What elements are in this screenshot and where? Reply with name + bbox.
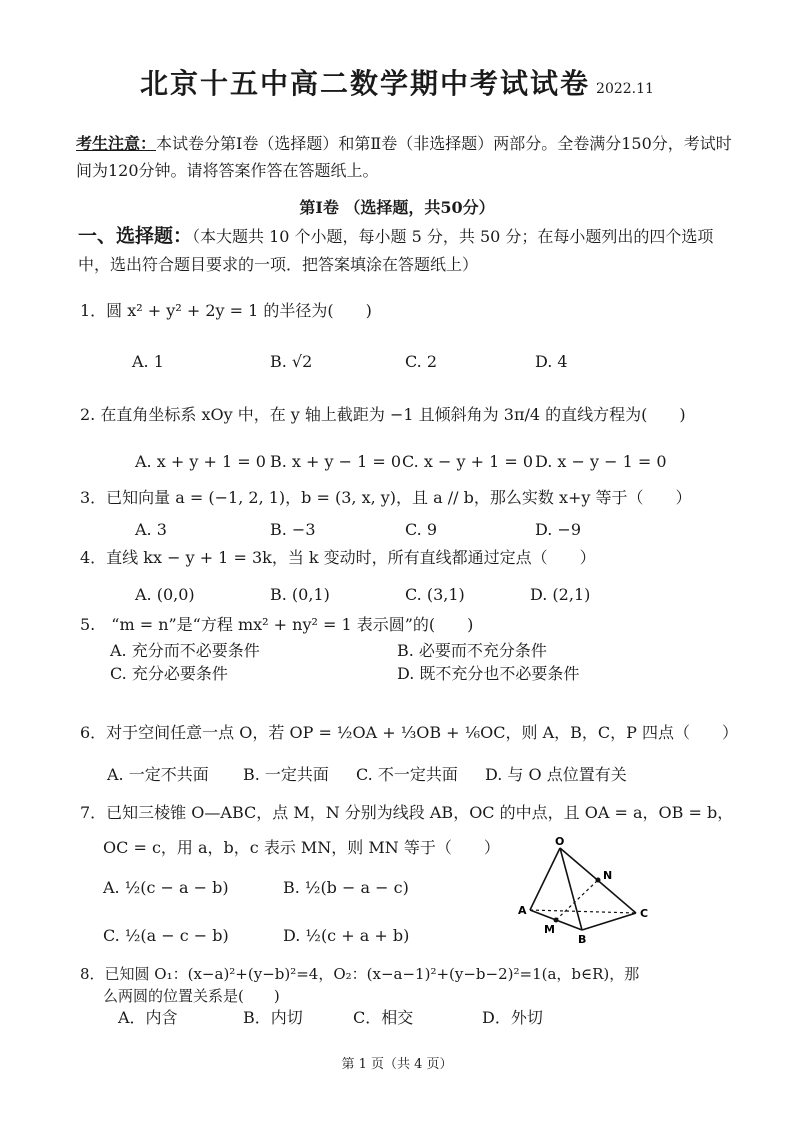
label-m: M: [544, 923, 555, 936]
point-n: [596, 878, 601, 883]
exam-date: 2022.11: [596, 81, 654, 97]
label-a: A: [518, 904, 527, 917]
point-m: [554, 918, 559, 923]
notice-block: [76, 130, 736, 184]
edge-oa: [530, 848, 560, 910]
question-7-option-b: B. ½(b − a − c): [283, 878, 409, 897]
question-8-option-d: D．外切: [482, 1008, 543, 1027]
tetrahedron-figure: [510, 835, 660, 950]
question-7-option-d: D. ½(c + a + b): [283, 926, 410, 945]
edge-bc: [582, 913, 636, 930]
question-5-option-d: D. 既不充分也不必要条件: [397, 664, 580, 683]
question-2-stem: 2. 在直角坐标系 xOy 中，在 y 轴上截距为 −1 且倾斜角为 3π/4 的直线方程为( ): [80, 405, 686, 424]
label-b: B: [578, 933, 587, 946]
question-2-option-d: D. x − y − 1 = 0: [535, 452, 667, 471]
section1-header: [78, 222, 738, 279]
section1-heading: 一、选择题：: [78, 225, 193, 247]
question-1-stem: 1．圆 x² + y² + 2y = 1 的半径为( ): [80, 301, 372, 320]
question-3-stem: 3．已知向量 a = (−1, 2, 1)，b = (3, x, y)，且 a // b，那么实数 x+y 等于（ ）: [80, 488, 692, 507]
question-3-option-a: A. 3: [135, 520, 167, 539]
question-5-option-c: C. 充分必要条件: [110, 664, 228, 683]
question-8-stem: 8．已知圆 O₁：(x−a)²+(y−b)²=4，O₂：(x−a−1)²+(y−b−2)²=1(a，b∈R)，那: [80, 965, 640, 983]
question-6-option-c: C. 不一定共面: [356, 765, 458, 784]
notice-text: 本试卷分第Ⅰ卷（选择题）和第Ⅱ卷（非选择题）两部分。全卷满分150分，考试时间为120分钟。请将答案作答在答题纸上。: [76, 134, 732, 180]
question-1-option-d: D. 4: [535, 352, 568, 371]
question-1-option-b: B. √2: [270, 352, 313, 371]
edge-ac-hidden: [530, 910, 636, 913]
label-c: C: [640, 907, 649, 920]
page-footer: 第 1 页（共 4 页）: [341, 1057, 453, 1072]
question-4-stem: 4．直线 kx − y + 1 = 3k，当 k 变动时，所有直线都通过定点（ ）: [80, 548, 596, 567]
question-1-option-c: C. 2: [405, 352, 438, 371]
question-8-stem-line2: 么两圆的位置关系是( ): [103, 987, 280, 1005]
question-4-option-c: C. (3,1): [405, 585, 465, 604]
question-1-option-a: A. 1: [132, 352, 164, 371]
question-7-option-a: A. ½(c − a − b): [103, 878, 229, 897]
question-3-option-c: C. 9: [405, 520, 438, 539]
question-8-option-c: C．相交: [353, 1008, 414, 1027]
edge-ob: [560, 848, 582, 930]
question-6-option-a: A. 一定不共面: [107, 765, 209, 784]
part1-title: 第Ⅰ卷 （选择题，共50分）: [299, 198, 495, 217]
question-5-option-b: B. 必要而不充分条件: [397, 641, 547, 660]
question-4-option-b: B. (0,1): [270, 585, 330, 604]
section1-desc: （本大题共 10 个小题，每小题 5 分，共 50 分；在每小题列出的四个选项中，选出符合题目要求的一项．把答案填涂在答题纸上）: [78, 227, 714, 274]
question-6-stem: 6．对于空间任意一点 O，若 OP = ½OA + ⅓OB + ⅙OC，则 A，B，C，P 四点（ ）: [80, 723, 739, 742]
question-2-option-c: C. x − y + 1 = 0: [402, 452, 533, 471]
label-n: N: [603, 869, 613, 882]
exam-title: [0, 62, 794, 102]
question-8-option-a: A．内含: [118, 1008, 178, 1027]
label-o: O: [555, 835, 565, 848]
question-7-stem-line2: OC = c，用 a，b，c 表示 MN，则 MN 等于（ ）: [103, 838, 500, 857]
question-2-option-a: A. x + y + 1 = 0: [135, 452, 266, 471]
question-6-option-d: D. 与 O 点位置有关: [485, 765, 627, 784]
question-2-option-b: B. x + y − 1 = 0: [270, 452, 402, 471]
question-6-option-b: B. 一定共面: [243, 765, 329, 784]
question-3-option-d: D. −9: [535, 520, 582, 539]
question-5-stem: 5. “m = n”是“方程 mx² + ny² = 1 表示圆”的( ): [80, 615, 474, 634]
question-4-option-a: A. (0,0): [135, 585, 195, 604]
notice-label: 考生注意：: [76, 134, 157, 153]
question-4-option-d: D. (2,1): [530, 585, 591, 604]
question-8-option-b: B．内切: [243, 1008, 303, 1027]
question-7-option-c: C. ½(a − c − b): [103, 926, 229, 945]
question-3-option-b: B. −3: [270, 520, 316, 539]
title-text: 北京十五中高二数学期中考试试卷: [140, 67, 591, 100]
question-7-stem: 7．已知三棱锥 O—ABC，点 M，N 分别为线段 AB，OC 的中点，且 OA = a，OB = b，: [80, 803, 734, 822]
question-5-option-a: A. 充分而不必要条件: [110, 641, 260, 660]
